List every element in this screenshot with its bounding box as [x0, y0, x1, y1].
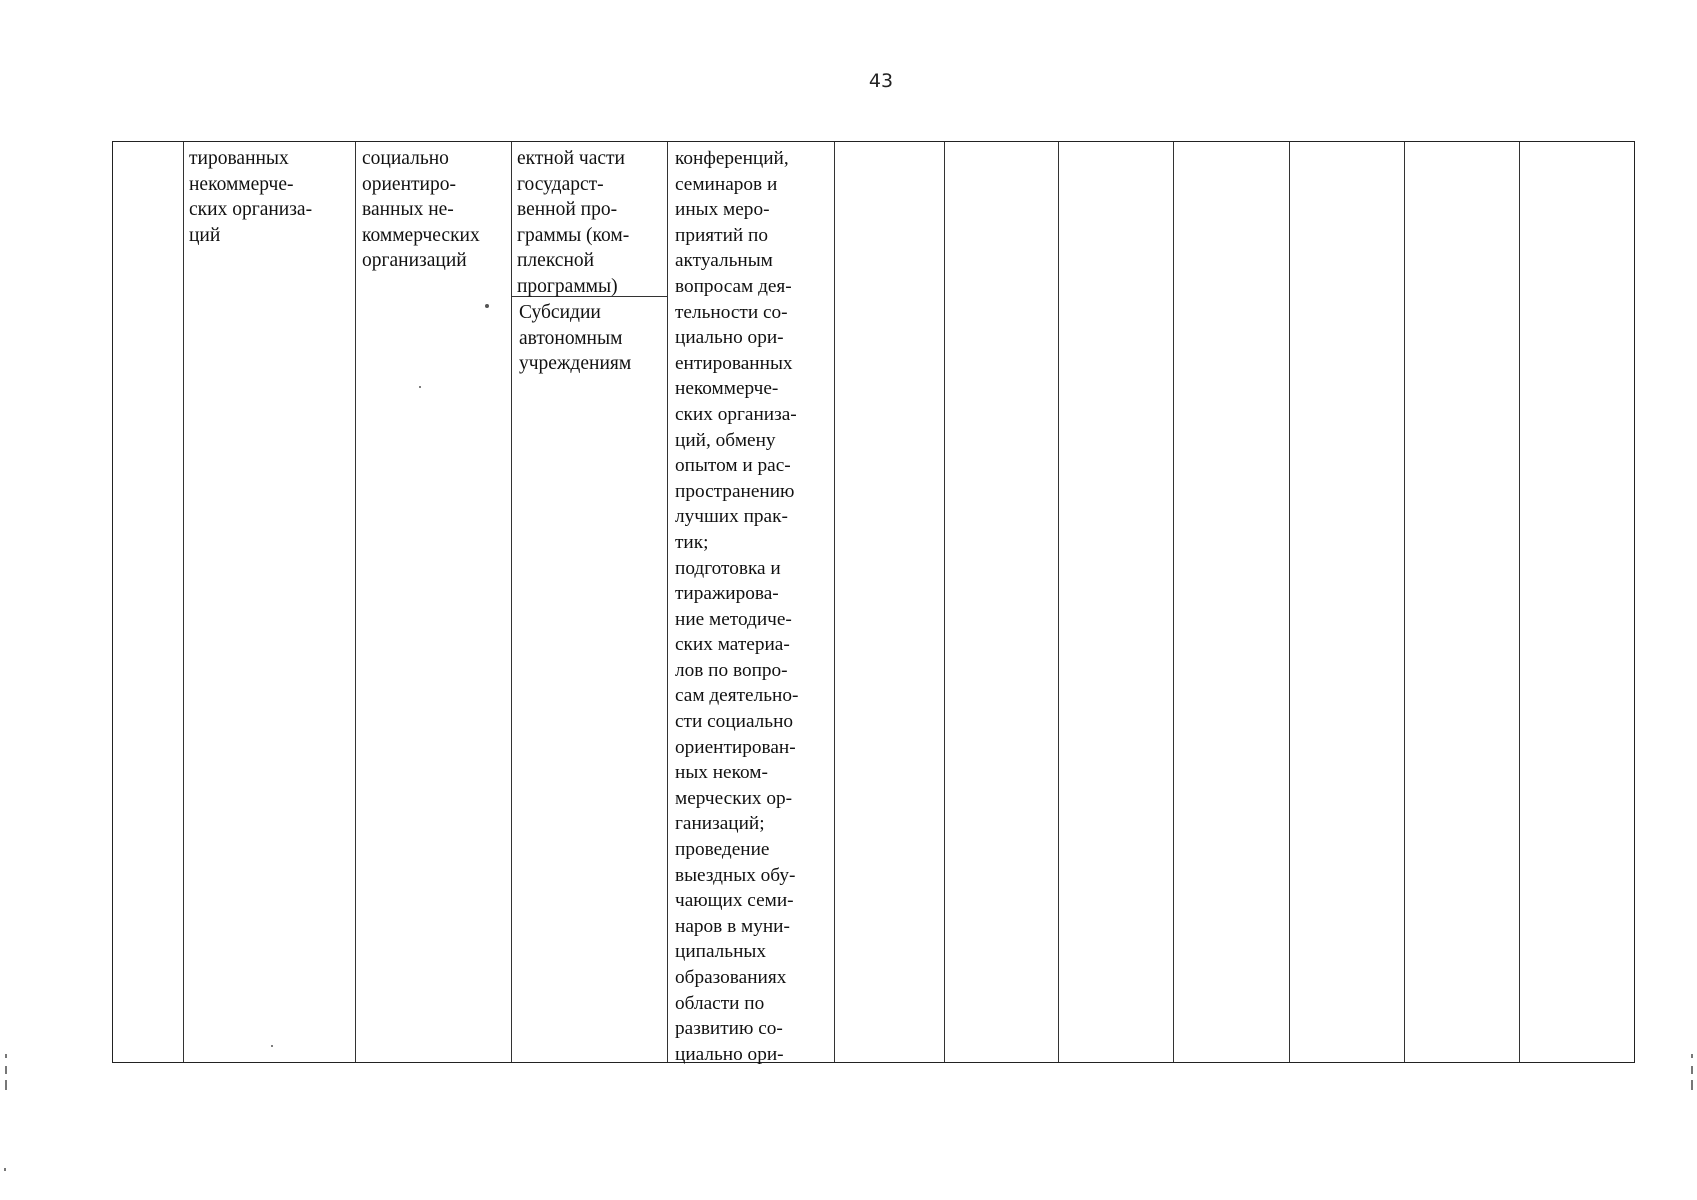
cell-organizations: социально ориентиро- ванных не- коммерческих организаций — [362, 148, 480, 272]
column-divider — [1404, 142, 1405, 1062]
cell-program-part: ектной части государст- венной про- граммы (ком- плексной программы) — [517, 148, 630, 297]
scan-speck — [419, 386, 421, 388]
cell-subsidies: Субсидии автономным учреждениям — [519, 302, 632, 375]
column-divider — [667, 142, 668, 1062]
column-divider — [834, 142, 835, 1062]
scan-mark — [1691, 1066, 1693, 1074]
scan-speck — [271, 1045, 273, 1047]
page-number: 43 — [868, 70, 894, 92]
cell-activities: конференций, семинаров и иных меро- приятий по актуальным вопросам дея- тельности со- циально ори- ентированных некоммерче- ских организа- ций, обмену опытом и рас- пространению лучших прак- тик; подготовка и тиражирова- ние методиче- ских материа- лов по вопро- сам деятельно- сти социально ориентирован- ных неком- мерческих ор- ганизаций; проведение выездных обу- чающих семи- наров в муни- ципальных образованиях области по развитию со- циально ори- — [675, 148, 799, 1065]
column-divider — [1058, 142, 1059, 1062]
scan-mark — [1691, 1054, 1693, 1058]
column-divider — [511, 142, 512, 1062]
column-divider — [1519, 142, 1520, 1062]
column-divider — [944, 142, 945, 1062]
scan-mark — [1691, 1080, 1693, 1090]
column-divider — [355, 142, 356, 1062]
scan-mark — [4, 1168, 6, 1171]
column-divider — [1173, 142, 1174, 1062]
scan-mark — [5, 1080, 7, 1090]
document-table — [112, 141, 1635, 1063]
scan-speck — [485, 304, 489, 308]
column-divider — [183, 142, 184, 1062]
cell-org-type: тированных некоммерче- ских организа- ций — [189, 148, 313, 246]
scan-mark — [5, 1066, 7, 1074]
column-divider — [1289, 142, 1290, 1062]
scan-mark — [5, 1054, 7, 1058]
